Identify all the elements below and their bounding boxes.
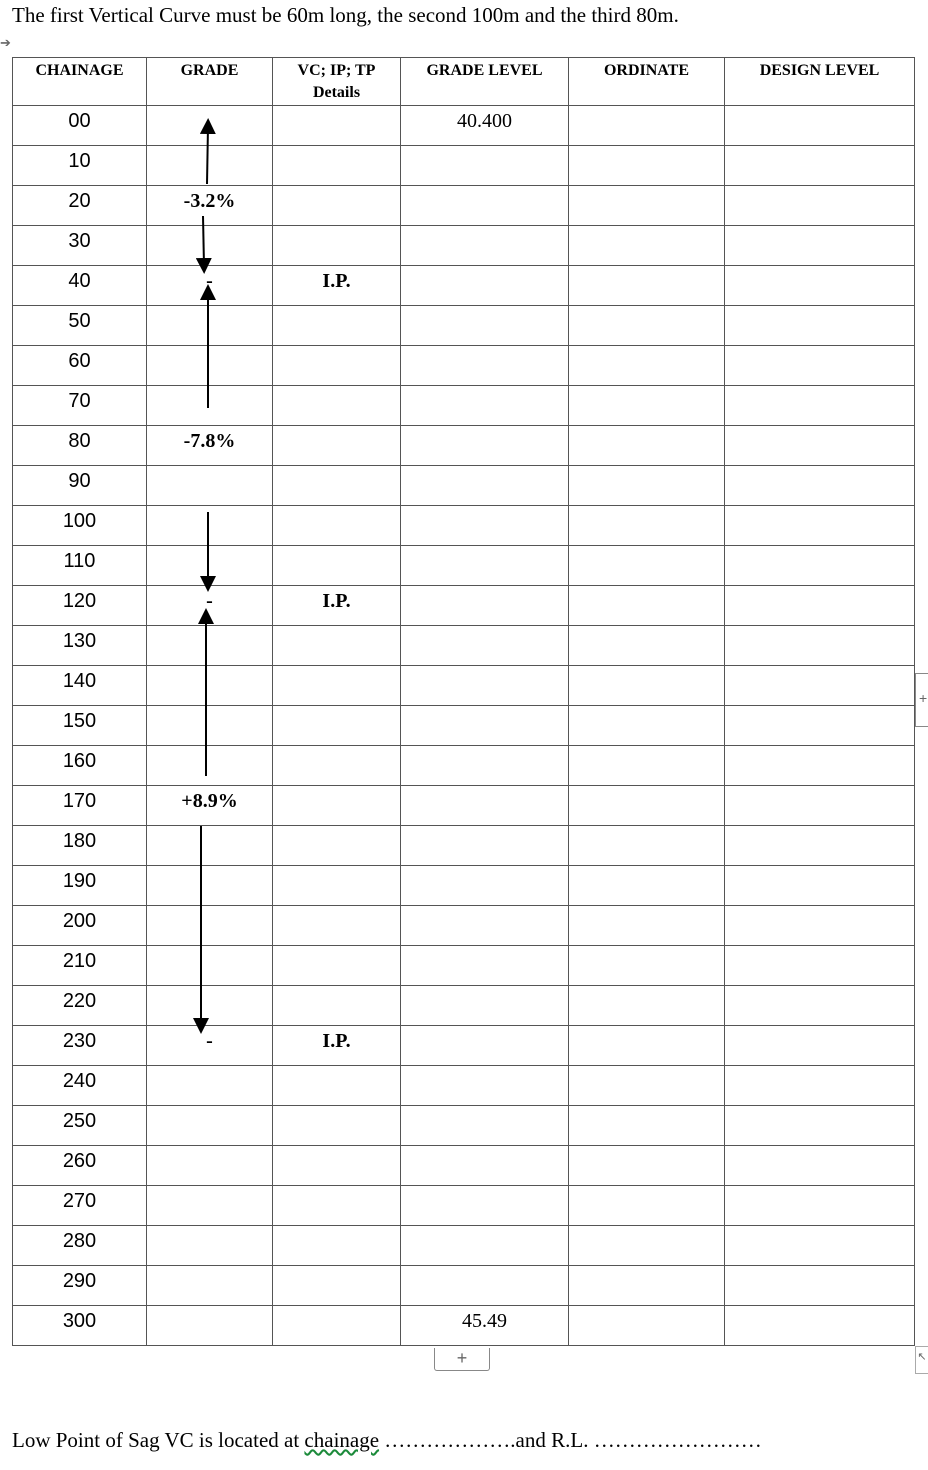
chainage-cell[interactable]: 220 bbox=[13, 986, 147, 1026]
table-row bbox=[13, 666, 915, 706]
vc-details-cell[interactable] bbox=[273, 946, 401, 986]
design-level-cell[interactable] bbox=[725, 1066, 915, 1106]
header-vc-line2: Details bbox=[312, 84, 361, 101]
table-row bbox=[13, 466, 915, 506]
chainage-cell[interactable]: 240 bbox=[13, 1066, 147, 1106]
table-row bbox=[13, 706, 915, 746]
ordinate-cell[interactable] bbox=[569, 1186, 725, 1226]
grade-level-cell[interactable]: 40.400 bbox=[401, 106, 569, 146]
grade-level-cell[interactable] bbox=[401, 266, 569, 306]
grade-cell[interactable] bbox=[147, 386, 273, 426]
chainage-cell[interactable]: 00 bbox=[13, 106, 147, 146]
table-row bbox=[13, 386, 915, 426]
ordinate-cell[interactable] bbox=[569, 946, 725, 986]
design-level-cell[interactable] bbox=[725, 226, 915, 266]
ordinate-cell[interactable] bbox=[569, 546, 725, 586]
vc-details-cell[interactable]: I.P. bbox=[273, 586, 401, 626]
vc-details-cell[interactable] bbox=[273, 1106, 401, 1146]
ordinate-cell[interactable] bbox=[569, 306, 725, 346]
table-row bbox=[13, 866, 915, 906]
vc-details-cell[interactable] bbox=[273, 1186, 401, 1226]
chainage-cell[interactable]: 170 bbox=[13, 786, 147, 826]
grade-level-cell[interactable] bbox=[401, 1026, 569, 1066]
design-level-cell[interactable] bbox=[725, 786, 915, 826]
grade-level-cell[interactable] bbox=[401, 226, 569, 266]
chainage-cell[interactable]: 300 bbox=[13, 1306, 147, 1346]
design-level-cell[interactable] bbox=[725, 866, 915, 906]
header-vc-details bbox=[273, 58, 401, 106]
grade-cell[interactable] bbox=[147, 466, 273, 506]
grade-level-cell[interactable] bbox=[401, 826, 569, 866]
grade-cell[interactable] bbox=[147, 306, 273, 346]
design-level-cell[interactable] bbox=[725, 106, 915, 146]
vc-details-cell[interactable] bbox=[273, 226, 401, 266]
design-level-cell[interactable] bbox=[725, 986, 915, 1026]
vc-details-cell[interactable] bbox=[273, 626, 401, 666]
table-row bbox=[13, 306, 915, 346]
grade-cell[interactable]: - bbox=[147, 1026, 273, 1066]
add-row-button[interactable]: + bbox=[434, 1348, 490, 1371]
resize-corner-icon[interactable]: ↖ bbox=[915, 1346, 928, 1374]
table-row bbox=[13, 746, 915, 786]
table-row bbox=[13, 106, 915, 146]
chainage-cell[interactable]: 100 bbox=[13, 506, 147, 546]
vc-details-cell[interactable]: I.P. bbox=[273, 1026, 401, 1066]
chainage-cell[interactable]: 110 bbox=[13, 546, 147, 586]
grade-level-cell[interactable] bbox=[401, 666, 569, 706]
grade-level-cell[interactable] bbox=[401, 426, 569, 466]
table-row bbox=[13, 786, 915, 826]
vc-details-cell[interactable] bbox=[273, 1226, 401, 1266]
design-level-cell[interactable] bbox=[725, 1186, 915, 1226]
design-level-cell[interactable] bbox=[725, 266, 915, 306]
chainage-cell[interactable]: 260 bbox=[13, 1146, 147, 1186]
grade-level-cell[interactable] bbox=[401, 1266, 569, 1306]
grade-level-cell[interactable] bbox=[401, 546, 569, 586]
vc-details-cell[interactable] bbox=[273, 506, 401, 546]
vc-details-cell[interactable] bbox=[273, 666, 401, 706]
chainage-cell[interactable]: 60 bbox=[13, 346, 147, 386]
vc-details-cell[interactable] bbox=[273, 1066, 401, 1106]
ordinate-cell[interactable] bbox=[569, 1306, 725, 1346]
ordinate-cell[interactable] bbox=[569, 986, 725, 1026]
vc-details-cell[interactable] bbox=[273, 306, 401, 346]
table-row bbox=[13, 426, 915, 466]
grade-cell[interactable] bbox=[147, 1186, 273, 1226]
grade-cell[interactable] bbox=[147, 706, 273, 746]
ordinate-cell[interactable] bbox=[569, 586, 725, 626]
grade-level-cell[interactable] bbox=[401, 1066, 569, 1106]
vc-details-cell[interactable]: I.P. bbox=[273, 266, 401, 306]
grade-level-cell[interactable] bbox=[401, 946, 569, 986]
vc-details-cell[interactable] bbox=[273, 346, 401, 386]
grade-level-cell[interactable] bbox=[401, 146, 569, 186]
grade-cell[interactable] bbox=[147, 1066, 273, 1106]
design-level-cell[interactable] bbox=[725, 906, 915, 946]
ordinate-cell[interactable] bbox=[569, 346, 725, 386]
ordinate-cell[interactable] bbox=[569, 666, 725, 706]
grade-cell[interactable] bbox=[147, 946, 273, 986]
grade-cell[interactable]: -7.8% bbox=[147, 426, 273, 466]
chainage-cell[interactable]: 280 bbox=[13, 1226, 147, 1266]
design-level-cell[interactable] bbox=[725, 626, 915, 666]
table-row bbox=[13, 1026, 915, 1066]
paragraph-arrow-icon: ➔ bbox=[0, 35, 11, 50]
grade-level-cell[interactable] bbox=[401, 386, 569, 426]
chainage-cell[interactable]: 90 bbox=[13, 466, 147, 506]
grade-cell[interactable] bbox=[147, 866, 273, 906]
design-level-cell[interactable] bbox=[725, 506, 915, 546]
grade-cell[interactable]: +8.9% bbox=[147, 786, 273, 826]
vc-details-cell[interactable] bbox=[273, 386, 401, 426]
design-level-cell[interactable] bbox=[725, 1266, 915, 1306]
grade-level-cell[interactable] bbox=[401, 746, 569, 786]
grade-level-cell[interactable] bbox=[401, 506, 569, 546]
grade-cell[interactable] bbox=[147, 986, 273, 1026]
chainage-cell[interactable]: 270 bbox=[13, 1186, 147, 1226]
table-row bbox=[13, 586, 915, 626]
ordinate-cell[interactable] bbox=[569, 106, 725, 146]
vc-details-cell[interactable] bbox=[273, 1266, 401, 1306]
chainage-cell[interactable]: 150 bbox=[13, 706, 147, 746]
grade-cell[interactable]: -3.2% bbox=[147, 186, 273, 226]
table-row bbox=[13, 546, 915, 586]
ordinate-cell[interactable] bbox=[569, 626, 725, 666]
intro-text: The first Vertical Curve must be 60m long, the second 100m and the third 80m. bbox=[12, 3, 679, 27]
ordinate-cell[interactable] bbox=[569, 866, 725, 906]
header-ordinate: ORDINATE bbox=[569, 58, 725, 106]
vc-details-cell[interactable] bbox=[273, 706, 401, 746]
vc-details-cell[interactable] bbox=[273, 546, 401, 586]
header-vc-line1: VC; IP; TP bbox=[297, 62, 376, 79]
design-level-cell[interactable] bbox=[725, 746, 915, 786]
design-level-cell[interactable] bbox=[725, 186, 915, 226]
vc-details-cell[interactable] bbox=[273, 866, 401, 906]
design-level-cell[interactable] bbox=[725, 426, 915, 466]
table-row bbox=[13, 1066, 915, 1106]
design-level-cell[interactable] bbox=[725, 666, 915, 706]
design-level-cell[interactable] bbox=[725, 946, 915, 986]
ordinate-cell[interactable] bbox=[569, 1106, 725, 1146]
grade-level-cell[interactable] bbox=[401, 626, 569, 666]
ordinate-cell[interactable] bbox=[569, 1026, 725, 1066]
table-row bbox=[13, 946, 915, 986]
grade-level-cell[interactable] bbox=[401, 706, 569, 746]
chainage-cell[interactable]: 160 bbox=[13, 746, 147, 786]
design-level-cell[interactable] bbox=[725, 386, 915, 426]
ordinate-cell[interactable] bbox=[569, 826, 725, 866]
grade-level-cell[interactable] bbox=[401, 186, 569, 226]
ordinate-cell[interactable] bbox=[569, 1226, 725, 1266]
table-row bbox=[13, 826, 915, 866]
chainage-cell[interactable]: 190 bbox=[13, 866, 147, 906]
grade-cell[interactable] bbox=[147, 1106, 273, 1146]
grade-level-cell[interactable] bbox=[401, 346, 569, 386]
grade-cell[interactable]: - bbox=[147, 266, 273, 306]
table-row bbox=[13, 1146, 915, 1186]
ordinate-cell[interactable] bbox=[569, 906, 725, 946]
chainage-cell[interactable]: 80 bbox=[13, 426, 147, 466]
ordinate-cell[interactable] bbox=[569, 746, 725, 786]
design-level-cell[interactable] bbox=[725, 1026, 915, 1066]
table-row bbox=[13, 986, 915, 1026]
table-row bbox=[13, 1226, 915, 1266]
chainage-cell[interactable]: 200 bbox=[13, 906, 147, 946]
grade-cell[interactable] bbox=[147, 826, 273, 866]
ordinate-cell[interactable] bbox=[569, 466, 725, 506]
chainage-cell[interactable]: 50 bbox=[13, 306, 147, 346]
chainage-cell[interactable]: 290 bbox=[13, 1266, 147, 1306]
table-row bbox=[13, 506, 915, 546]
grade-level-cell[interactable]: 45.49 bbox=[401, 1306, 569, 1346]
grade-cell[interactable] bbox=[147, 146, 273, 186]
chainage-cell[interactable]: 230 bbox=[13, 1026, 147, 1066]
vc-details-cell[interactable] bbox=[273, 786, 401, 826]
chainage-cell[interactable]: 210 bbox=[13, 946, 147, 986]
grade-cell[interactable] bbox=[147, 546, 273, 586]
table-row bbox=[13, 1186, 915, 1226]
design-level-cell[interactable] bbox=[725, 1146, 915, 1186]
vc-details-cell[interactable] bbox=[273, 746, 401, 786]
ordinate-cell[interactable] bbox=[569, 146, 725, 186]
design-level-cell[interactable] bbox=[725, 1306, 915, 1346]
vc-details-cell[interactable] bbox=[273, 466, 401, 506]
question-chainage-word: chainage bbox=[304, 1428, 380, 1452]
vc-details-cell[interactable] bbox=[273, 1146, 401, 1186]
table-row bbox=[13, 906, 915, 946]
header-chainage: CHAINAGE bbox=[13, 58, 147, 106]
ordinate-cell[interactable] bbox=[569, 506, 725, 546]
header-design-level: DESIGN LEVEL bbox=[725, 58, 915, 106]
design-level-cell[interactable] bbox=[725, 586, 915, 626]
ordinate-cell[interactable] bbox=[569, 226, 725, 266]
chainage-cell[interactable]: 120 bbox=[13, 586, 147, 626]
grade-level-cell[interactable] bbox=[401, 1186, 569, 1226]
table-row bbox=[13, 346, 915, 386]
grade-level-cell[interactable] bbox=[401, 306, 569, 346]
design-level-cell[interactable] bbox=[725, 346, 915, 386]
question-text bbox=[12, 1428, 762, 1453]
table-row bbox=[13, 266, 915, 306]
table-side-handle[interactable] bbox=[915, 673, 928, 727]
vc-details-cell[interactable] bbox=[273, 426, 401, 466]
grade-level-cell[interactable] bbox=[401, 1146, 569, 1186]
vertical-curve-table bbox=[12, 57, 915, 1346]
design-level-cell[interactable] bbox=[725, 1106, 915, 1146]
grade-level-cell[interactable] bbox=[401, 466, 569, 506]
grade-cell[interactable] bbox=[147, 906, 273, 946]
table-row bbox=[13, 1266, 915, 1306]
ordinate-cell[interactable] bbox=[569, 1266, 725, 1306]
chainage-cell[interactable]: 140 bbox=[13, 666, 147, 706]
ordinate-cell[interactable] bbox=[569, 1146, 725, 1186]
design-level-cell[interactable] bbox=[725, 826, 915, 866]
chainage-cell[interactable]: 20 bbox=[13, 186, 147, 226]
grade-cell[interactable] bbox=[147, 746, 273, 786]
ordinate-cell[interactable] bbox=[569, 1066, 725, 1106]
design-level-cell[interactable] bbox=[725, 306, 915, 346]
design-level-cell[interactable] bbox=[725, 706, 915, 746]
ordinate-cell[interactable] bbox=[569, 706, 725, 746]
vc-details-cell[interactable] bbox=[273, 146, 401, 186]
chainage-cell[interactable]: 10 bbox=[13, 146, 147, 186]
grade-cell[interactable] bbox=[147, 106, 273, 146]
grade-cell[interactable] bbox=[147, 226, 273, 266]
grade-cell[interactable] bbox=[147, 1306, 273, 1346]
ordinate-cell[interactable] bbox=[569, 786, 725, 826]
grade-cell[interactable] bbox=[147, 666, 273, 706]
grade-cell[interactable] bbox=[147, 1266, 273, 1306]
vc-details-cell[interactable] bbox=[273, 106, 401, 146]
table-row bbox=[13, 186, 915, 226]
table-row bbox=[13, 626, 915, 666]
chainage-cell[interactable]: 30 bbox=[13, 226, 147, 266]
design-level-cell[interactable] bbox=[725, 466, 915, 506]
grade-level-cell[interactable] bbox=[401, 866, 569, 906]
grade-level-cell[interactable] bbox=[401, 1226, 569, 1266]
chainage-cell[interactable]: 40 bbox=[13, 266, 147, 306]
vc-details-cell[interactable] bbox=[273, 1306, 401, 1346]
grade-cell[interactable] bbox=[147, 626, 273, 666]
design-level-cell[interactable] bbox=[725, 546, 915, 586]
grade-cell[interactable] bbox=[147, 1146, 273, 1186]
grade-level-cell[interactable] bbox=[401, 986, 569, 1026]
question-prefix: Low Point of Sag VC is located at bbox=[12, 1428, 305, 1452]
header-row bbox=[13, 58, 915, 106]
grade-level-cell[interactable] bbox=[401, 586, 569, 626]
question-rest: ……………….and R.L. …………………… bbox=[379, 1428, 762, 1452]
ordinate-cell[interactable] bbox=[569, 386, 725, 426]
ordinate-cell[interactable] bbox=[569, 186, 725, 226]
ordinate-cell[interactable] bbox=[569, 266, 725, 306]
chainage-cell[interactable]: 70 bbox=[13, 386, 147, 426]
ordinate-cell[interactable] bbox=[569, 426, 725, 466]
side-plus-icon: + bbox=[919, 690, 928, 706]
vc-details-cell[interactable] bbox=[273, 986, 401, 1026]
grade-cell[interactable] bbox=[147, 506, 273, 546]
vc-details-cell[interactable] bbox=[273, 186, 401, 226]
grade-cell[interactable] bbox=[147, 346, 273, 386]
chainage-cell[interactable]: 180 bbox=[13, 826, 147, 866]
design-level-cell[interactable] bbox=[725, 146, 915, 186]
table-row bbox=[13, 226, 915, 266]
design-level-cell[interactable] bbox=[725, 1226, 915, 1266]
grade-level-cell[interactable] bbox=[401, 1106, 569, 1146]
vc-details-cell[interactable] bbox=[273, 906, 401, 946]
grade-level-cell[interactable] bbox=[401, 786, 569, 826]
chainage-cell[interactable]: 130 bbox=[13, 626, 147, 666]
grade-cell[interactable] bbox=[147, 1226, 273, 1266]
header-grade-level: GRADE LEVEL bbox=[401, 58, 569, 106]
grade-cell[interactable]: - bbox=[147, 586, 273, 626]
table-row bbox=[13, 1306, 915, 1346]
vc-details-cell[interactable] bbox=[273, 826, 401, 866]
header-grade: GRADE bbox=[147, 58, 273, 106]
table-row bbox=[13, 1106, 915, 1146]
grade-level-cell[interactable] bbox=[401, 906, 569, 946]
table-row bbox=[13, 146, 915, 186]
chainage-cell[interactable]: 250 bbox=[13, 1106, 147, 1146]
